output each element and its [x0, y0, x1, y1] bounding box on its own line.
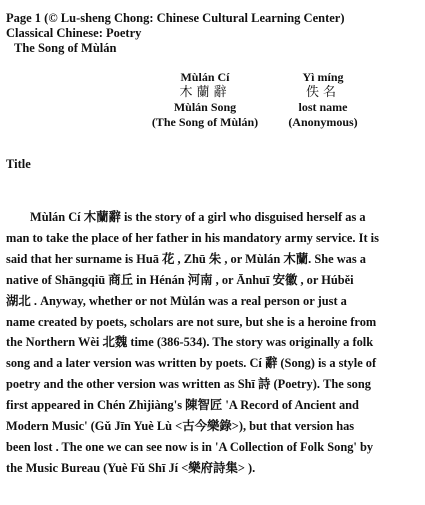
- title-column-poem: [150, 70, 260, 130]
- header-subject-line: Classical Chinese: Poetry: [6, 26, 142, 40]
- title-column-author: [283, 70, 363, 130]
- author-translation: (Anonymous): [288, 115, 358, 129]
- header-title-line: The Song of Mùlán: [14, 41, 117, 55]
- paragraph-line: 湖北 . Anyway, whether or not Mùlán was a real person or just a: [6, 293, 347, 308]
- paragraph-line: the Northern Wèi 北魏 time (386-534). The story was originally a folk: [6, 335, 374, 350]
- paragraph-line: Mùlán Cí 木蘭辭 is the story of a girl who disguised herself as a: [30, 210, 366, 224]
- author-english: lost name: [298, 100, 348, 114]
- poem-title-chinese: 木蘭辭: [179, 85, 231, 100]
- title-paragraph: [6, 207, 418, 479]
- poem-title-romanized: Mùlán Cí: [180, 70, 230, 84]
- paragraph-line: native of Shāngqiū 商丘 in Hénán 河南 , or Ānhuī 安徽 , or Húběi: [6, 272, 354, 287]
- section-label: Title: [6, 157, 31, 171]
- paragraph-line: first appeared in Chén Zhìjiàng's 陳智匠 'A Record of Ancient and: [6, 398, 359, 413]
- author-romanized: Yì míng: [302, 70, 344, 84]
- poem-title-english: Mùlán Song: [173, 100, 237, 114]
- poem-title-translation: (The Song of Mùlán): [151, 115, 259, 129]
- paragraph-line: man to take the place of her father in his mandatory army service. It is: [6, 230, 379, 245]
- paragraph-line: the Music Bureau (Yuè Fǔ Shī Jí <樂府詩集> ).: [6, 460, 256, 475]
- author-chinese: 佚名: [305, 85, 340, 100]
- header-source-line: Page 1 (© Lu-sheng Chong: Chinese Cultural Learning Center): [6, 11, 345, 25]
- paragraph-line: song and a later version was written by poets. Cí 辭 (Song) is a style of: [6, 356, 377, 371]
- paragraph-line: name created by poets, scholars are not sure, but she is a heroine from: [6, 314, 377, 329]
- paragraph-line: been lost . The one we can see now is in 'A Collection of Folk Song' by: [6, 439, 374, 454]
- paragraph-line: said that her surname is Huā 花 , Zhū 朱 , or Mùlán 木蘭. She was a: [6, 251, 366, 266]
- paragraph-line: Modern Music' (Gǔ Jīn Yuè Lù <古今樂錄>), but that version has: [6, 419, 355, 434]
- paragraph-line: poetry and the other version was written as Shī 詩 (Poetry). The song: [6, 377, 371, 392]
